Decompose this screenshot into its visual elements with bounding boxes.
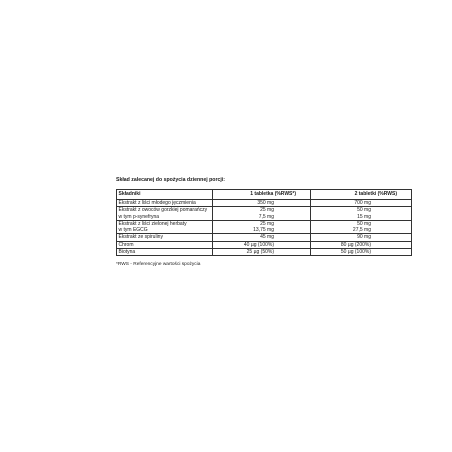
- ingredient-name: Chrom: [118, 241, 134, 248]
- two-tablets-cell: [311, 234, 412, 241]
- one-tablet-cell: [213, 207, 311, 221]
- ingredient-name: Biotyna: [118, 249, 136, 256]
- two-tablets-subvalue: 27,5 mg: [352, 227, 371, 234]
- two-tablets-value: 80 µg (200%): [340, 241, 371, 248]
- two-tablets-value: 700 mg: [354, 200, 371, 206]
- ingredient-subname: w tym EGCG: [118, 227, 148, 234]
- two-tablets-cell: [311, 220, 412, 234]
- one-tablet-cell: [213, 220, 311, 234]
- one-tablet-value: 45 mg: [260, 234, 274, 241]
- two-tablets-value: 50 µg (100%): [340, 249, 371, 256]
- one-tablet-cell: [213, 200, 311, 207]
- table-heading: Skład zalecanej do spożycia dziennej porcji:: [116, 177, 225, 183]
- ingredient-name-cell: [117, 241, 213, 248]
- ingredients-table: [116, 189, 412, 256]
- ingredient-name-cell: [117, 249, 213, 256]
- two-tablets-value: 90 mg: [357, 234, 371, 241]
- one-tablet-cell: [213, 249, 311, 256]
- table-row: [117, 249, 412, 256]
- one-tablet-value: 25 mg: [260, 207, 274, 214]
- table-row: [117, 207, 412, 221]
- two-tablets-cell: [311, 249, 412, 256]
- one-tablet-subvalue: 7,5 mg: [258, 213, 274, 220]
- column-header-ingredients: Składniki: [117, 190, 213, 200]
- table-row: [117, 200, 412, 207]
- table-row: [117, 220, 412, 234]
- ingredient-name-cell: [117, 200, 213, 207]
- column-header-one-tablet: 1 tabletka (%RWS*): [213, 190, 311, 200]
- ingredient-subname: w tym p-synefryna: [118, 213, 160, 220]
- two-tablets-cell: [311, 207, 412, 221]
- two-tablets-cell: [311, 200, 412, 207]
- one-tablet-cell: [213, 241, 311, 248]
- footnote: *RWS - Referencyjne wartości spożycia: [116, 262, 201, 267]
- one-tablet-value: 25 µg (50%): [246, 249, 274, 256]
- ingredient-name: Ekstrakt z liści zielonej herbaty: [118, 220, 187, 227]
- two-tablets-value: 50 mg: [357, 207, 371, 214]
- ingredient-name: Ekstrakt z owoców gorzkiej pomarańczy: [118, 207, 208, 214]
- ingredient-name: Ekstrakt ze spiruliny: [118, 234, 163, 241]
- two-tablets-cell: [311, 241, 412, 248]
- ingredient-name-cell: [117, 207, 213, 221]
- table-row: [117, 234, 412, 241]
- two-tablets-value: 50 mg: [357, 220, 371, 227]
- two-tablets-subvalue: 15 mg: [357, 213, 371, 220]
- table-header-row: [117, 190, 412, 200]
- one-tablet-value: 40 µg (100%): [243, 241, 274, 248]
- table-row: [117, 241, 412, 248]
- one-tablet-value: 25 mg: [260, 220, 274, 227]
- one-tablet-cell: [213, 234, 311, 241]
- ingredient-name-cell: [117, 220, 213, 234]
- ingredient-name: Ekstrakt z liści młodego jęczmienia: [118, 200, 196, 206]
- column-header-two-tablets: 2 tabletki (%RWS): [311, 190, 412, 200]
- one-tablet-subvalue: 13,75 mg: [253, 227, 274, 234]
- ingredient-name-cell: [117, 234, 213, 241]
- one-tablet-value: 350 mg: [257, 200, 274, 206]
